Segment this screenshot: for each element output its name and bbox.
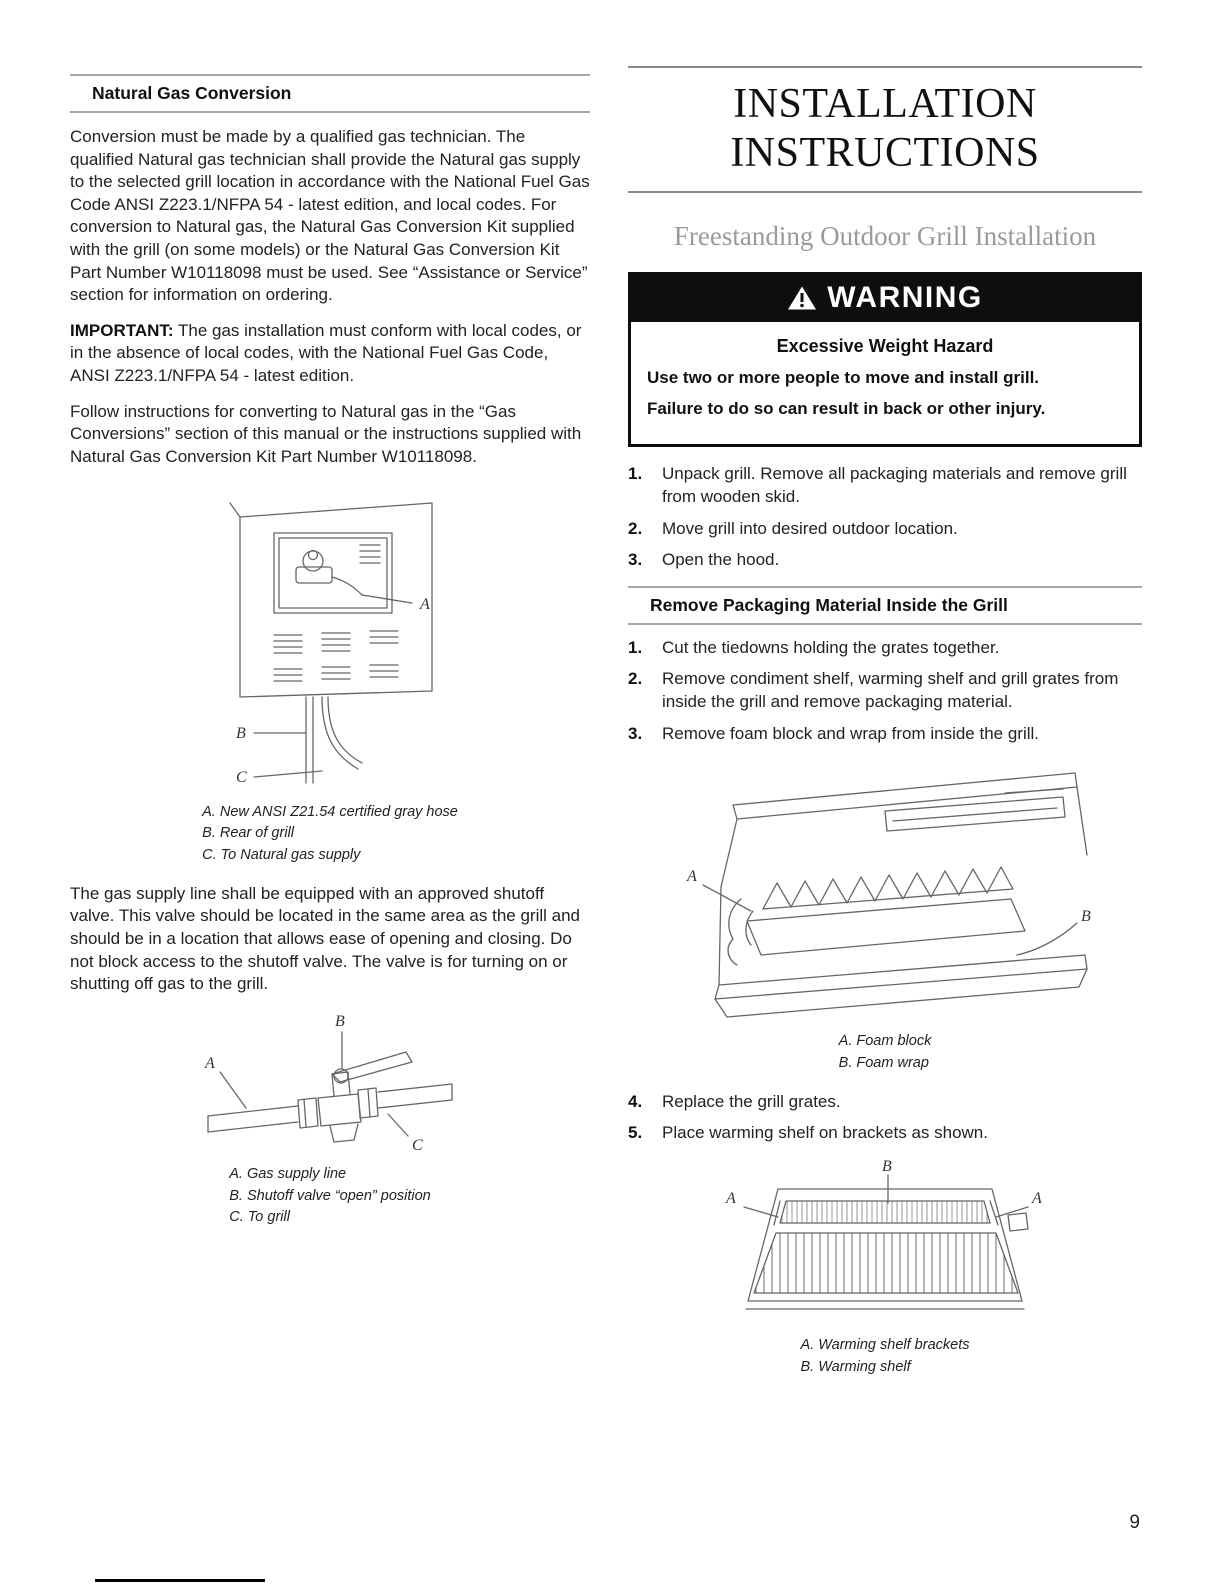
warning-title: WARNING — [827, 281, 983, 315]
figure-foam-block — [628, 759, 1142, 1027]
warning-triangle-icon — [787, 285, 817, 311]
figure-caption-warming-shelf — [801, 1335, 970, 1379]
paragraph-follow-instructions: Follow instructions for converting to Natural gas in the “Gas Conversions” section of this manual or the instructions supplied with Natural Gas Conversion Kit Part Number W10118098. — [70, 401, 582, 466]
caption-line: A. New ANSI Z21.54 certified gray hose — [202, 803, 458, 820]
caption-line: A. Warming shelf brackets — [800, 1337, 970, 1354]
step-number: 1. — [628, 637, 643, 657]
title-rule — [628, 66, 1142, 68]
page-title-line1: INSTALLATION — [733, 81, 1037, 127]
figure-rear-of-grill — [70, 483, 590, 798]
caption-line: B. Foam wrap — [838, 1055, 929, 1072]
list-item — [628, 1091, 1142, 1114]
title-rule — [628, 191, 1142, 193]
step-number: 3. — [628, 550, 643, 570]
paragraph-conversion: Conversion must be made by a qualified gas technician. The qualified Natural gas technician shall provide the Natural gas supply to the selected grill location in accordance with the National Fuel Gas Code ANSI Z223.1/NFPA 54 - latest edition, and local codes. For conversion to Natural gas, the Natural Gas Conversion Kit supplied with the grill (on some models) or the Natural Gas Conversion Kit Part Number W10118098 must be used. See “Assistance or Service” section for information on ordering. — [70, 127, 590, 305]
list-item — [628, 668, 1142, 713]
important-label: IMPORTANT: — [70, 320, 174, 340]
caption-line: B. Shutoff valve “open” position — [229, 1187, 431, 1204]
warning-header — [631, 275, 1139, 322]
page-title — [628, 80, 1142, 177]
foam-block-drawing — [675, 759, 1095, 1027]
important-text: The gas installation must conform with local codes, or in the absence of local codes, with the National Fuel Gas Code, ANSI Z223.1/NFPA 54 - latest edition. — [70, 320, 582, 386]
step-number: 4. — [628, 1091, 643, 1111]
warning-consequence: Failure to do so can result in back or other injury. — [647, 399, 1046, 419]
section-rule — [70, 111, 590, 113]
steps-unpack — [628, 463, 1142, 571]
list-item — [628, 463, 1142, 508]
paragraph-important — [70, 320, 590, 388]
fig3-label-a: A — [687, 868, 697, 886]
list-item — [628, 549, 1142, 572]
fig4-label-b: B — [882, 1159, 892, 1176]
section-remove-packaging — [628, 586, 1142, 625]
fig2-label-a: A — [205, 1054, 215, 1072]
warning-hazard-text: Excessive Weight Hazard — [776, 336, 994, 357]
page-title-line2: INSTRUCTIONS — [730, 129, 1040, 176]
steps-remove-packaging — [628, 637, 1142, 745]
fig2-label-b: B — [335, 1012, 345, 1030]
right-column — [628, 66, 1142, 1395]
step-text: Remove condiment shelf, warming shelf and grill grates from inside the grill and remove packaging material. — [662, 669, 1119, 712]
warning-instruction: Use two or more people to move and install grill. — [647, 368, 1040, 388]
warming-shelf-drawing — [720, 1159, 1050, 1331]
caption-line: B. Rear of grill — [202, 825, 294, 842]
list-item — [628, 723, 1142, 746]
figure-warming-shelf — [628, 1159, 1142, 1331]
warning-body — [631, 322, 1139, 444]
step-number: 1. — [628, 464, 643, 484]
paragraph-gas-supply-line: The gas supply line shall be equipped with an approved shutoff valve. This valve should be located in the same area as the grill and should be in a location that allows ease of opening and closing. Do not block access to the shutoff valve. The valve is for turning on or shutting off gas to the grill. — [70, 883, 580, 994]
step-number: 2. — [628, 518, 643, 538]
section-subtitle: Freestanding Outdoor Grill Installation — [673, 221, 1097, 252]
registration-mark — [95, 1579, 265, 1582]
figure-caption-shutoff-valve — [229, 1164, 431, 1229]
step-number: 2. — [628, 669, 643, 689]
left-column — [70, 74, 590, 1245]
step-text: Replace the grill grates. — [662, 1091, 841, 1111]
section-heading-natural-gas-conversion: Natural Gas Conversion — [92, 83, 292, 103]
fig4-label-a-right: A — [1032, 1190, 1042, 1208]
step-text: Remove foam block and wrap from inside the grill. — [662, 723, 1039, 743]
caption-line: B. Warming shelf — [800, 1358, 911, 1375]
caption-line: C. To grill — [229, 1209, 290, 1226]
list-item — [628, 1122, 1142, 1145]
caption-line: A. Gas supply line — [229, 1165, 347, 1182]
step-number: 5. — [628, 1123, 643, 1143]
figure-caption-foam-block — [839, 1031, 932, 1075]
fig4-label-a-left: A — [726, 1190, 736, 1208]
warning-box — [628, 272, 1142, 447]
step-text: Move grill into desired outdoor location. — [662, 518, 958, 538]
figure-caption-rear-of-grill — [202, 802, 458, 867]
list-item — [628, 518, 1142, 541]
steps-replace-grates — [628, 1091, 1142, 1145]
fig2-label-c: C — [412, 1136, 423, 1154]
fig1-label-c: C — [236, 768, 247, 786]
caption-line: A. Foam block — [838, 1033, 932, 1050]
fig3-label-b: B — [1081, 908, 1091, 926]
step-number: 3. — [628, 723, 643, 743]
figure-shutoff-valve — [70, 1010, 590, 1160]
list-item — [628, 637, 1142, 660]
shutoff-valve-drawing — [202, 1010, 458, 1160]
page-number: 9 — [1129, 1512, 1140, 1533]
fig1-label-b: B — [236, 724, 246, 742]
step-text: Unpack grill. Remove all packaging materials and remove grill from wooden skid. — [662, 464, 1127, 507]
step-text: Open the hood. — [662, 550, 780, 570]
step-text: Place warming shelf on brackets as shown. — [662, 1123, 988, 1143]
caption-line: C. To Natural gas supply — [202, 847, 361, 864]
step-text: Cut the tiedowns holding the grates together. — [662, 637, 1000, 657]
rear-of-grill-drawing — [210, 483, 450, 798]
fig1-label-a: A — [420, 595, 430, 613]
section-heading-remove-packaging: Remove Packaging Material Inside the Grill — [650, 594, 1008, 615]
section-rule — [628, 623, 1142, 625]
